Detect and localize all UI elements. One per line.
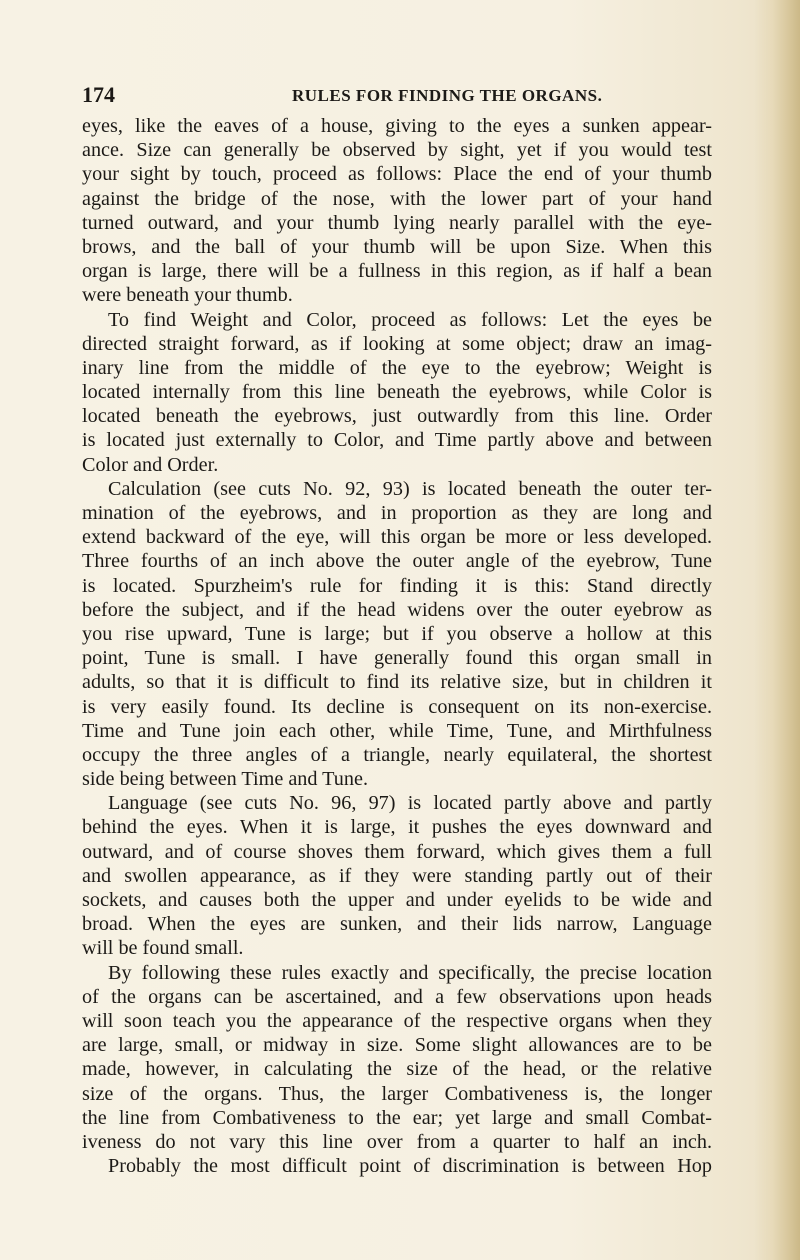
text-line: Three fourths of an inch above the outer angle of the eyebrow, Tune <box>82 550 712 573</box>
text-line: against the bridge of the nose, with the lower part of your hand <box>82 187 712 210</box>
text-line: Time and Tune join each other, while Time, Tune, and Mirthfulness <box>82 719 712 742</box>
text-line: outward, and of course shoves them forward, which gives them a full <box>82 840 712 863</box>
text-line: the line from Combativeness to the ear; yet large and small Combat- <box>82 1106 712 1129</box>
text-line: of the organs can be ascertained, and a few observations upon heads <box>82 985 712 1008</box>
text-line: sockets, and causes both the upper and under eyelids to be wide and <box>82 889 712 911</box>
text-line: size of the organs. Thus, the larger Combativeness is, the longer <box>82 1082 712 1105</box>
text-line: turned outward, and your thumb lying nearly parallel with the eye- <box>82 211 712 234</box>
running-head: RULES FOR FINDING THE ORGANS. <box>292 86 603 105</box>
text-line: ance. Size can generally be observed by sight, yet if you would test <box>82 139 712 162</box>
text-line: and swollen appearance, as if they were standing partly out of their <box>82 864 712 887</box>
text-line: organ is large, there will be a fullness in this region, as if half a bean <box>82 260 712 283</box>
text-line: behind the eyes. When it is large, it pushes the eyes downward and <box>82 816 712 839</box>
text-line: Language (see cuts No. 96, 97) is located partly above and partly <box>108 792 712 815</box>
text-line: To find Weight and Color, proceed as follows: Let the eyes be <box>108 308 712 331</box>
text-line: iveness do not vary this line over from a quarter to half an inch. <box>82 1130 712 1153</box>
text-line: located beneath the eyebrows, just outwardly from this line. Order <box>82 405 712 428</box>
text-line: inary line from the middle of the eye to the eyebrow; Weight is <box>82 356 712 379</box>
text-line: broad. When the eyes are sunken, and their lids narrow, Language <box>82 913 712 936</box>
text-line: side being between Time and Tune. <box>82 768 368 791</box>
text-line: occupy the three angles of a triangle, nearly equilateral, the shortest <box>82 743 712 766</box>
body-text <box>82 114 712 1178</box>
text-line: made, however, in calculating the size of the head, or the relative <box>82 1058 712 1081</box>
text-line: you rise upward, Tune is large; but if you observe a hollow at this <box>82 622 712 645</box>
text-line: are large, small, or midway in size. Some slight allowances are to be <box>82 1034 712 1057</box>
text-line: were beneath your thumb. <box>82 284 293 307</box>
text-line: before the subject, and if the head widens over the outer eyebrow as <box>82 598 712 621</box>
text-line: eyes, like the eaves of a house, giving to the eyes a sunken appear- <box>82 115 712 137</box>
text-line: Probably the most difficult point of discrimination is between Hop <box>108 1155 712 1178</box>
text-line: adults, so that it is difficult to find its relative size, but in children it <box>82 671 712 694</box>
text-line: is located just externally to Color, and Time partly above and between <box>82 429 712 452</box>
text-line: located internally from this line beneath the eyebrows, while Color is <box>82 381 712 404</box>
text-line: is located. Spurzheim's rule for finding it is this: Stand directly <box>82 574 712 597</box>
text-line: directed straight forward, as if looking at some object; draw an imag- <box>82 332 712 355</box>
text-line: mination of the eyebrows, and in proportion as they are long and <box>82 502 712 524</box>
text-line: your sight by touch, proceed as follows: Place the end of your thumb <box>82 163 712 186</box>
text-line: By following these rules exactly and specifically, the precise location <box>108 961 712 984</box>
text-line: brows, and the ball of your thumb will be upon Size. When this <box>82 235 712 258</box>
page-header <box>82 82 712 114</box>
text-line: point, Tune is small. I have generally found this organ small in <box>82 647 712 670</box>
page-edge-shadow <box>754 0 800 1260</box>
text-line: is very easily found. Its decline is consequent on its non-exercise. <box>82 695 712 718</box>
page-number: 174 <box>82 82 115 107</box>
text-line: Calculation (see cuts No. 92, 93) is located beneath the outer ter- <box>108 477 712 500</box>
text-line: Color and Order. <box>82 453 219 476</box>
text-line: will soon teach you the appearance of the respective organs when they <box>82 1009 712 1032</box>
text-line: extend backward of the eye, will this organ be more or less developed. <box>82 526 712 549</box>
text-line: will be found small. <box>82 937 244 960</box>
